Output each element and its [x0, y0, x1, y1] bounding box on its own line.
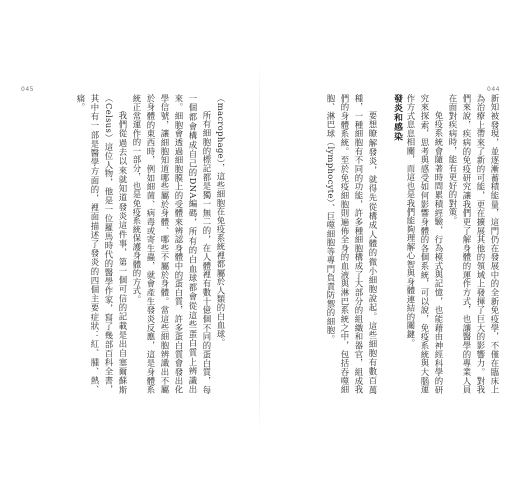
paragraph: 所有細胞的標記都是獨一無二的，在人體裡有數十億個不同的蛋白質，每一個都會構成自己的DNA編碼，所有的白血球都會從這些蛋白質上辨識出來。細胞會透過細胞膜上的受體來辨認身體中的蛋白質，許多蛋白質會發出化學信號，讓細胞知道哪些屬於身體、哪些不屬於身體。當這些細胞辨識出不屬於身體的東西時，例如細菌、病毒或寄生蟲，就會產生發炎反應，這是身體系統正常運作的一部分，也是免疫系統保護身體的方式。: [132, 94, 212, 394]
section-heading: 發炎和感染: [392, 94, 402, 141]
paragraph: 免疫系統會隨著時間累積經驗，行為模式與記憶，也能藉由神經科學的研究來探索，思考與感受如何影響身體的各個系統，可以說，免疫系統與大腦運作方式息息相關，而這也是我們能夠理解心智與身體連結的關鍵。: [406, 94, 444, 394]
left-page: [12, 70, 256, 430]
left-page-text: [8, 94, 228, 394]
paragraph: 要想瞭解發炎，就得先從構成人體的微小細胞說起。這些細胞有數百萬種，一種細胞有不同的功能，許多種細胞構成了大部分的組織和器官，組成我們的身體系統。至於免疫細胞則遍佈全身的血液與淋巴系統之中，包括吞噬細胞、淋巴球（lymphocyte）、巨噬細胞等專門負責防禦的細胞。: [326, 94, 378, 394]
right-page-text: [262, 94, 502, 394]
right-page: [262, 70, 506, 430]
paragraph: （macrophage），這些細胞在免疫系統裡都屬於人類的白血球。: [216, 94, 226, 348]
right-page-number: 044: [487, 86, 500, 93]
left-page-number: 045: [21, 86, 34, 93]
paragraph: 新知被發現，並逐漸蓄積能量，這門仍在發展中的全新免疫學，不僅在臨床上為治療上帶來了新的可能，更在擴展其他的領域上發揮了巨大的影響力。對我們來說，疾病的免疫研究讓我們更了解身體的運作方式，也讓醫學的專業人員在面對疾病時，能有更好的對策。: [448, 94, 500, 394]
book-gutter: [259, 58, 260, 438]
paragraph: 我們從過去以來就知道發炎這件事，第一個可信的記載是出自塞爾蘇斯（Celsus）這位人物，他是一位羅馬時代的醫學作家，寫了幾部百科全書，其中有一部是醫學方面的，裡面描述了發炎的四個主要症狀：紅、腫、熱、痛。: [76, 94, 128, 394]
